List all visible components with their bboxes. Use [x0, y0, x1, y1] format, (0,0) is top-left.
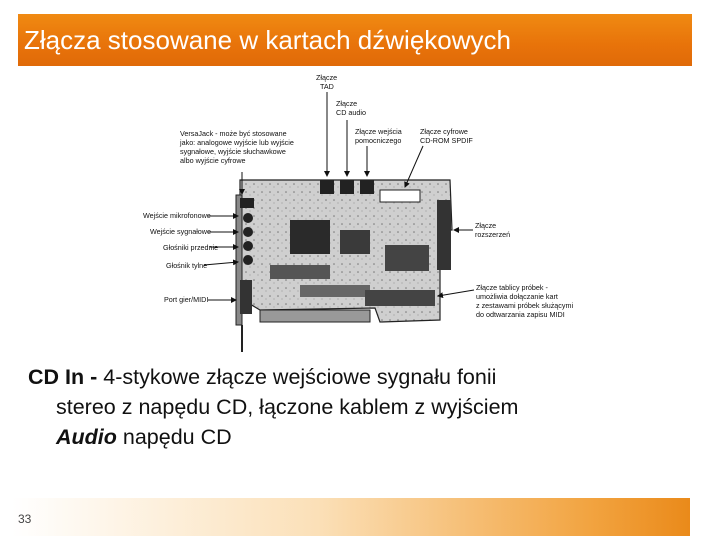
expansion-header [437, 200, 451, 270]
label-cd-audio: Złącze CD audio [336, 99, 366, 117]
label-versajack: VersaJack - może być stosowane jako: analogowe wyjście lub wyjście sygnałowe, wyjście słuchawkowe albo wyjście cyfrowe [180, 129, 294, 165]
label-midi: Port gier/MIDI [164, 295, 209, 304]
footer-bar [12, 498, 690, 536]
isa-edge-connector [260, 310, 370, 322]
wavetable-header [365, 290, 435, 306]
label-aux: Złącze wejścia pomocniczego [355, 127, 402, 145]
label-front: Głośniki przednie [163, 243, 219, 252]
cd-audio-header [340, 180, 354, 194]
mic-jack [243, 213, 253, 223]
chip-bus [300, 285, 370, 297]
label-mic: Wejście mikrofonowe [143, 211, 211, 220]
description-line3: Audio napędu CD [56, 425, 232, 449]
description-text [28, 362, 688, 452]
slide-number: 33 [18, 512, 32, 526]
aux-header [360, 180, 374, 194]
chip-codec [340, 230, 370, 254]
sound-card-diagram [140, 70, 590, 355]
tad-header [320, 180, 334, 194]
label-tad: Złącze TAD [316, 73, 338, 91]
midi-port [240, 280, 252, 314]
rear-out-jack [243, 255, 253, 265]
spdif-header [380, 190, 420, 202]
label-rear: Głośnik tylne [166, 261, 208, 270]
term-audio: Audio [56, 425, 117, 449]
versajack-port [240, 198, 254, 208]
chip-memory [270, 265, 330, 279]
description-line1: 4-stykowe złącze wejściowe sygnału fonii [103, 365, 497, 389]
circuit-board [236, 180, 452, 352]
term-cd-in: CD In - [28, 365, 104, 389]
chip-synth [385, 245, 429, 271]
description-line2: stereo z napędu CD, łączone kablem z wyjściem [56, 395, 519, 419]
label-expansion: Złącze rozszerzeń [475, 221, 511, 239]
sound-card-figure [140, 70, 590, 355]
label-wavetable: Złącze tablicy próbek - umożliwia dołączanie kart z zestawami próbek służącymi do odtwarzania zapisu MIDI [476, 283, 574, 319]
title-bar [18, 14, 692, 66]
line-in-jack [243, 227, 253, 237]
front-out-jack [243, 241, 253, 251]
chip-main [290, 220, 330, 254]
label-spdif: Złącze cyfrowe CD-ROM SPDIF [420, 127, 473, 145]
slide-title: Złącza stosowane w kartach dźwiękowych [24, 25, 511, 55]
label-line-in: Wejście sygnałowe [150, 227, 211, 236]
